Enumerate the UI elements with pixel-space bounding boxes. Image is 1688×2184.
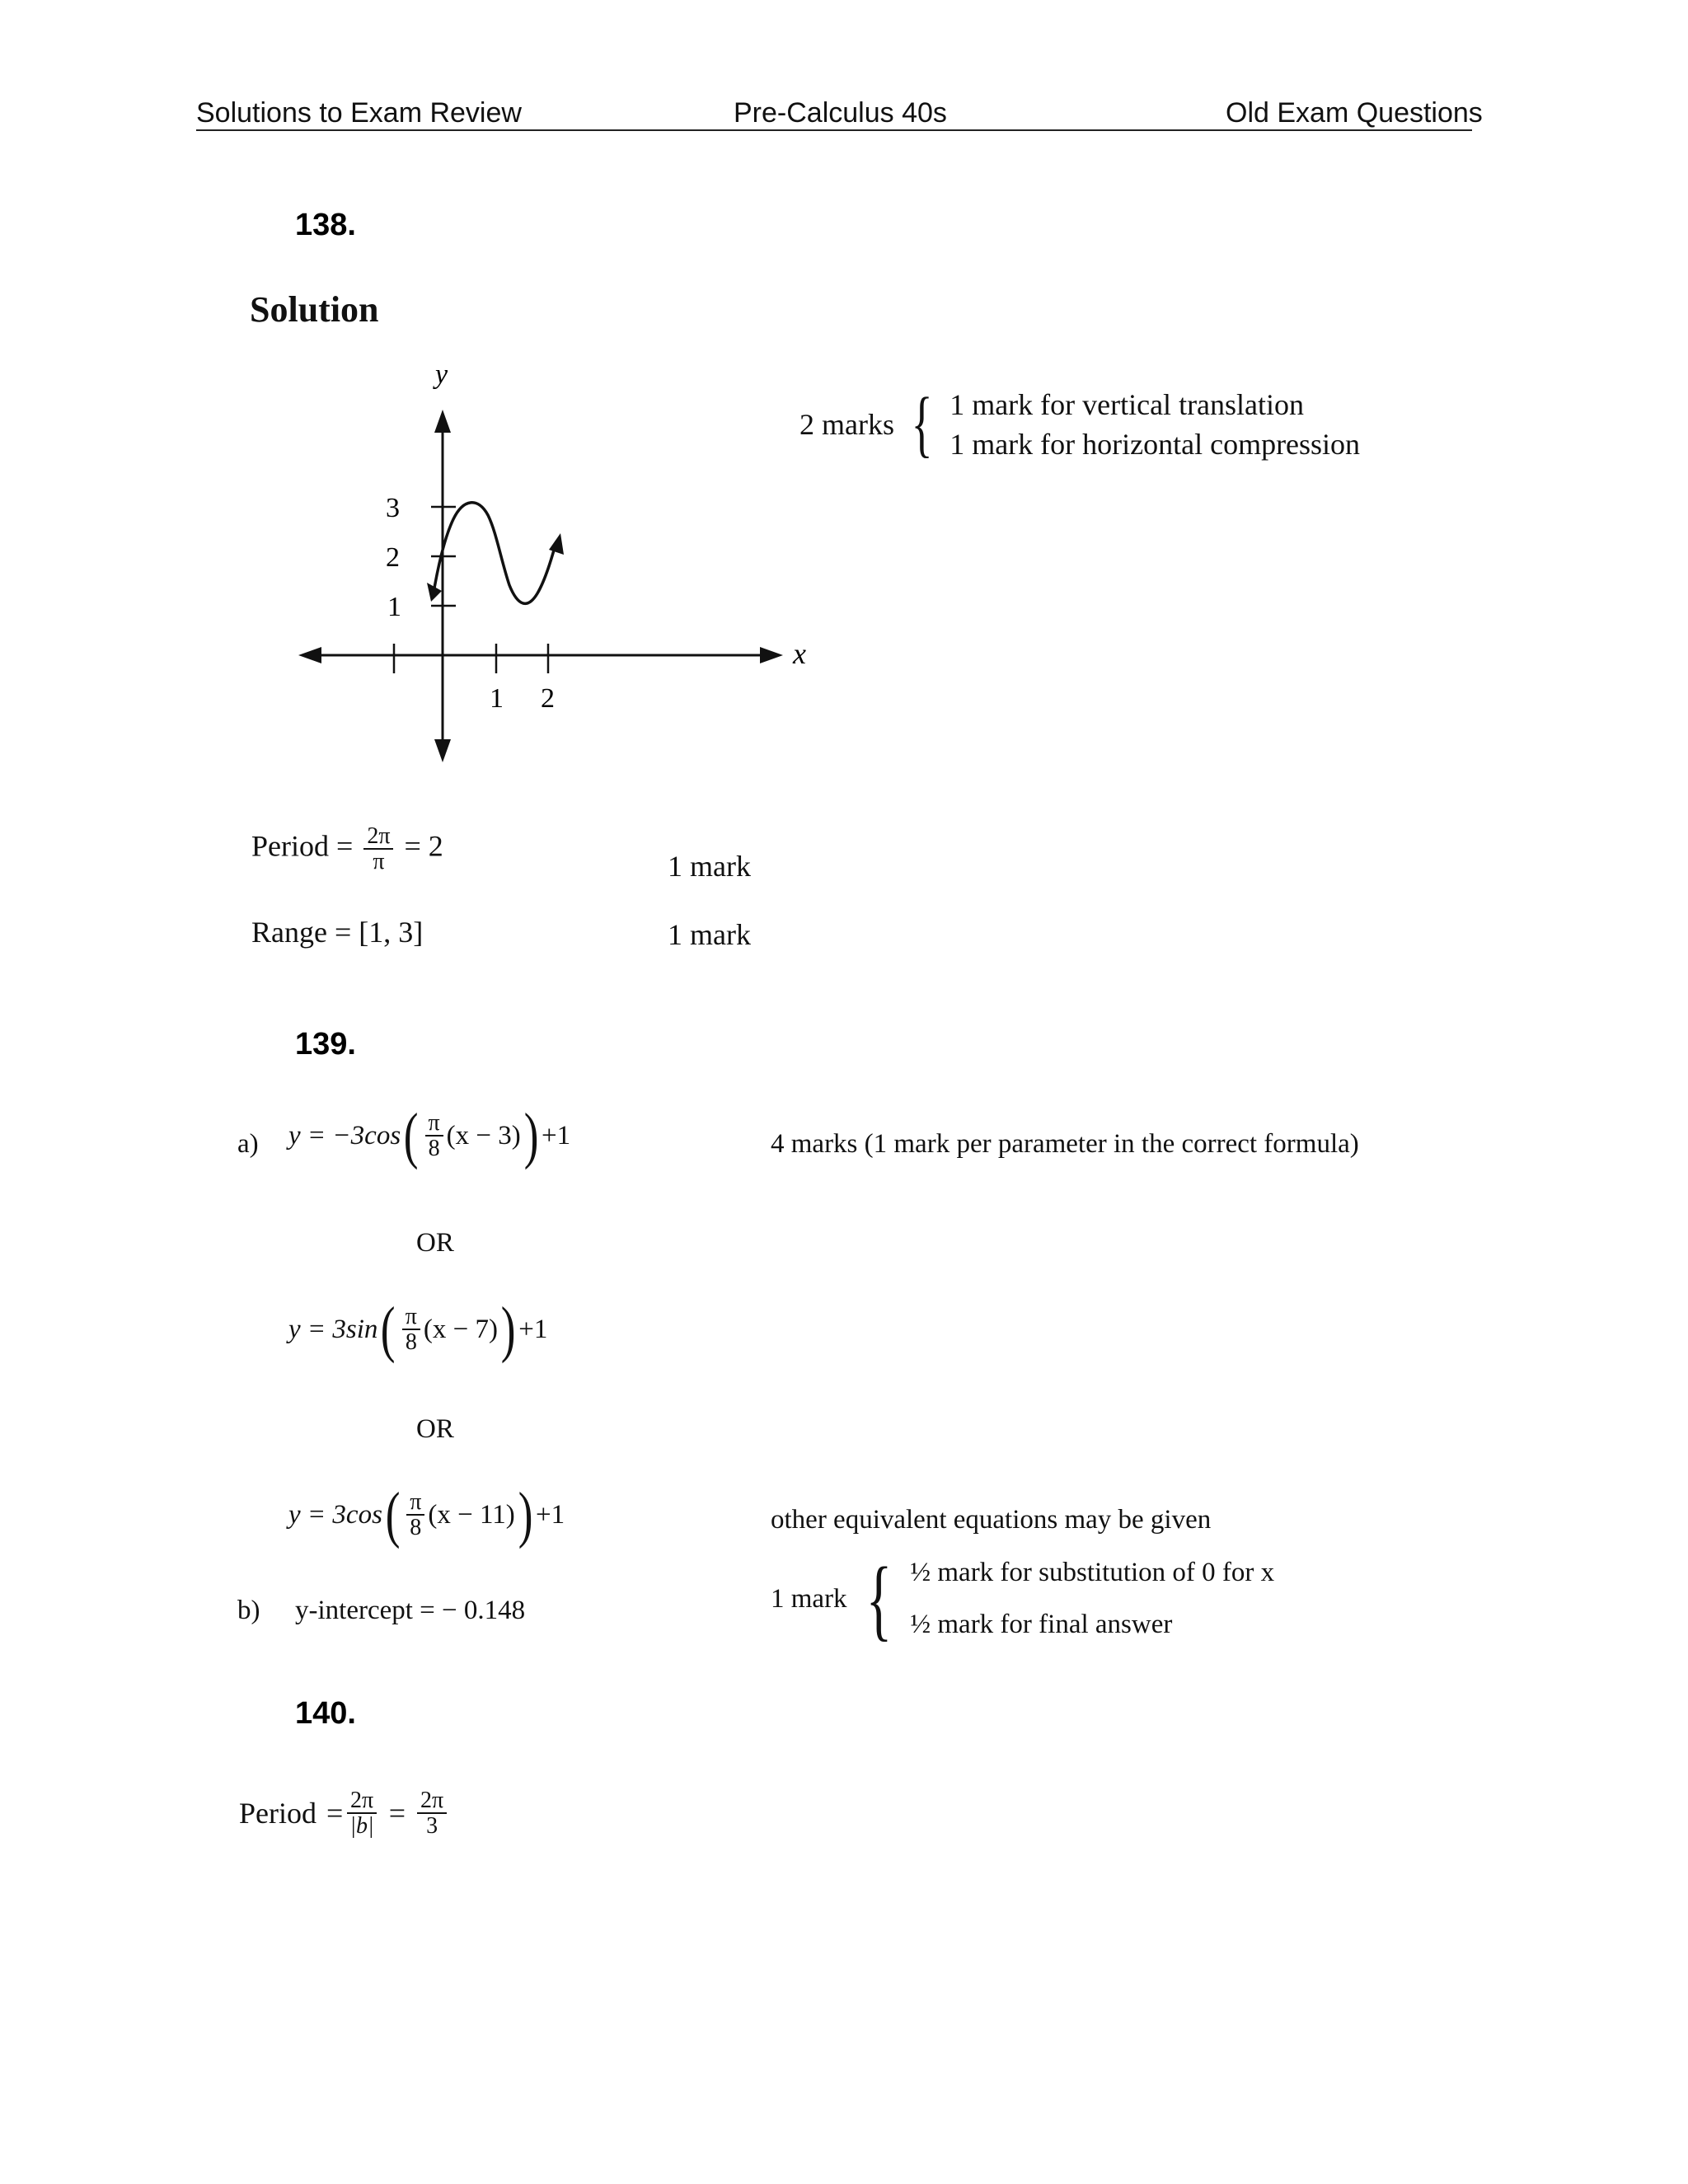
q138-marks-total: 2 marks xyxy=(799,408,894,441)
left-paren-icon: ( xyxy=(381,1295,396,1364)
x-axis-right-arrow xyxy=(760,647,783,663)
eq1-numerator: π xyxy=(425,1111,443,1137)
or-1: OR xyxy=(416,1228,454,1258)
header-left: Solutions to Exam Review xyxy=(196,97,522,129)
sine-curve xyxy=(433,503,556,604)
q139-b-marks-block xyxy=(771,1549,1275,1649)
y-tick-label-2: 2 xyxy=(386,542,400,573)
b-marks-list xyxy=(910,1558,1274,1640)
period-fraction xyxy=(363,824,393,874)
x-tick-label-2: 2 xyxy=(541,683,555,714)
q139-eq2 xyxy=(288,1295,548,1364)
eq2-fraction xyxy=(402,1305,420,1355)
eq2-prefix: y = 3sin xyxy=(288,1314,378,1344)
sine-graph xyxy=(280,350,841,779)
range-text: Range = [1, 3] xyxy=(251,916,424,949)
x-axis-left-arrow xyxy=(298,647,321,663)
q140-fraction-1 xyxy=(346,1788,377,1839)
eq1-fraction xyxy=(425,1111,443,1161)
q140-denominator-2: 3 xyxy=(426,1813,438,1840)
q140-denominator-1: |b| xyxy=(349,1813,374,1840)
q140-numerator-2: 2π xyxy=(417,1788,447,1814)
eq3-inner: (x − 11) xyxy=(428,1499,515,1530)
question-140-number: 140. xyxy=(295,1696,356,1731)
x-tick-label-1: 1 xyxy=(490,683,504,714)
y-tick-label-3: 3 xyxy=(386,493,400,523)
header-right: Old Exam Questions xyxy=(1226,97,1483,129)
y-axis-label: y xyxy=(435,359,448,390)
q140-period-label: Period xyxy=(239,1797,316,1830)
y-tick-label-1: 1 xyxy=(387,592,401,622)
q138-mark-item: 1 mark for vertical translation xyxy=(950,388,1305,421)
q139-eq3 xyxy=(288,1480,565,1549)
eq2-suffix: +1 xyxy=(518,1314,548,1344)
period-result: = 2 xyxy=(404,829,443,863)
period-denominator: π xyxy=(373,849,385,875)
b-mark-item: ½ mark for substitution of 0 for x xyxy=(910,1558,1275,1587)
curve-end-arrow xyxy=(549,533,564,555)
period-eq: = xyxy=(336,829,354,863)
y-axis-up-arrow xyxy=(434,410,451,433)
q139-b-label: b) xyxy=(237,1596,260,1625)
left-paren-icon: ( xyxy=(403,1101,419,1170)
question-138-number: 138. xyxy=(295,208,356,242)
or-2: OR xyxy=(416,1414,454,1444)
right-paren-icon: ) xyxy=(523,1101,539,1170)
q140-eq-2: = xyxy=(388,1797,406,1830)
right-paren-icon: ) xyxy=(500,1295,516,1364)
left-paren-icon: ( xyxy=(385,1480,401,1549)
eq3-suffix: +1 xyxy=(536,1499,565,1530)
eq1-denominator: 8 xyxy=(428,1136,440,1161)
q139-b-text: y-intercept = − 0.148 xyxy=(295,1596,526,1625)
period-label: Period xyxy=(251,829,329,863)
brace-icon: { xyxy=(865,1549,892,1649)
q138-marks-block xyxy=(799,383,1361,465)
eq3-denominator: 8 xyxy=(410,1515,422,1540)
q140-fraction-2 xyxy=(417,1788,447,1839)
b-mark-item: ½ mark for final answer xyxy=(910,1610,1173,1639)
q140-numerator-1: 2π xyxy=(347,1788,377,1814)
q138-marks-list xyxy=(950,387,1360,462)
eq1-inner: (x − 3) xyxy=(446,1120,521,1151)
q140-period xyxy=(239,1788,450,1839)
q138-mark-item: 1 mark for horizontal compression xyxy=(950,428,1361,461)
eq3-fraction xyxy=(406,1490,424,1540)
eq3-note: other equivalent equations may be given xyxy=(771,1505,1212,1535)
range-mark: 1 mark xyxy=(668,918,751,951)
question-139-number: 139. xyxy=(295,1027,356,1062)
period-mark: 1 mark xyxy=(668,850,751,883)
q139-eq1 xyxy=(288,1101,571,1170)
header-rule xyxy=(196,129,1472,131)
period-numerator: 2π xyxy=(363,824,393,850)
x-axis-label: x xyxy=(793,637,806,670)
eq3-prefix: y = 3cos xyxy=(288,1499,382,1530)
eq2-numerator: π xyxy=(402,1305,420,1330)
eq1-prefix: y = −3cos xyxy=(288,1120,401,1151)
eq1-suffix: +1 xyxy=(542,1120,571,1151)
eq3-numerator: π xyxy=(406,1490,424,1516)
eq2-inner: (x − 7) xyxy=(423,1314,498,1344)
brace-icon: { xyxy=(911,383,933,465)
eq2-denominator: 8 xyxy=(405,1329,417,1355)
q139-a-label: a) xyxy=(237,1129,259,1159)
right-paren-icon: ) xyxy=(518,1480,533,1549)
b-marks-total: 1 mark xyxy=(771,1583,847,1614)
y-axis-down-arrow xyxy=(434,739,451,762)
solution-heading: Solution xyxy=(250,289,379,330)
q140-eq: = xyxy=(326,1797,344,1830)
header-center: Pre-Calculus 40s xyxy=(734,97,947,129)
q138-period xyxy=(251,824,443,874)
eq1-marks: 4 marks (1 mark per parameter in the correct formula) xyxy=(771,1129,1359,1159)
